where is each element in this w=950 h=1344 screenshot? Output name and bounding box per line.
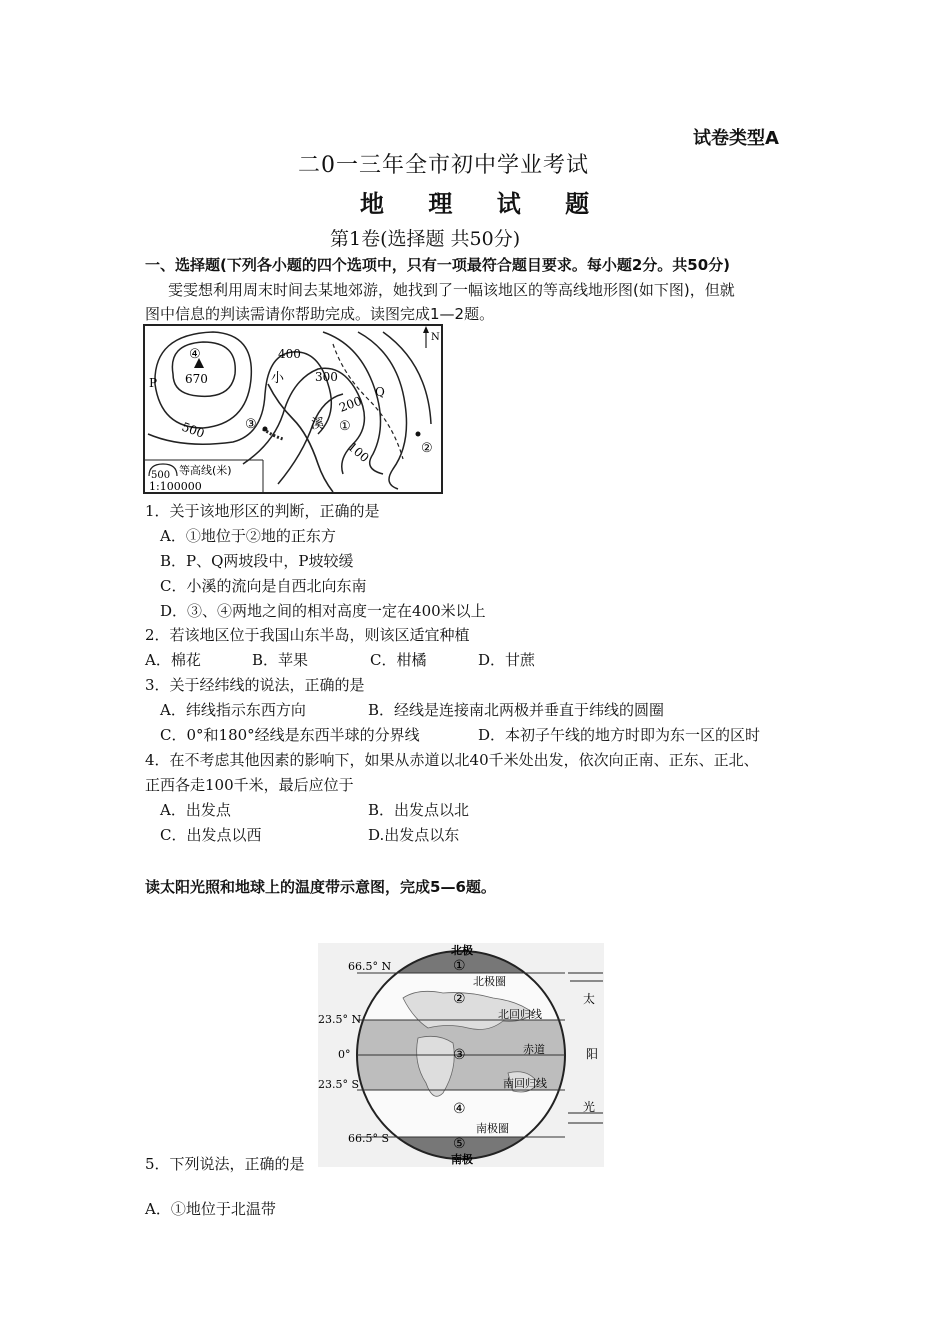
zone-2-label: ② bbox=[453, 991, 466, 1007]
peak-marker: ④ bbox=[189, 347, 201, 362]
zone-3-label: ③ bbox=[453, 1047, 466, 1063]
lat-66-5n-label: 66.5° N bbox=[348, 960, 392, 973]
north-label: N bbox=[431, 332, 440, 343]
q3-option-d: D．本初子午线的地方时即为东一区的区时 bbox=[478, 726, 761, 744]
point-3-dot bbox=[263, 427, 268, 432]
legend-text: 等高线(米) bbox=[179, 464, 232, 477]
intro-line-2: 图中信息的判读需请你帮助完成。读图完成1—2题。 bbox=[145, 305, 495, 323]
point-3-label: ③ bbox=[245, 417, 257, 432]
q2-option-a: A．棉花 bbox=[145, 651, 201, 669]
subject-title: 地 理 试 题 bbox=[360, 190, 608, 218]
point-1-label: ① bbox=[339, 419, 351, 434]
q4-stem: 4．在不考虑其他因素的影响下，如果从赤道以北40千米处出发，依次向正南、正东、正北、 bbox=[145, 751, 759, 769]
lat-23-5s-label: 23.5° S bbox=[318, 1078, 360, 1091]
zone-4-label: ④ bbox=[453, 1101, 466, 1117]
contour-label-500: 500 bbox=[179, 419, 207, 441]
peak-elevation: 670 bbox=[185, 372, 208, 386]
zone-5-label: ⑤ bbox=[453, 1136, 466, 1152]
q1-option-d: D．③、④两地之间的相对高度一定在400米以上 bbox=[160, 602, 486, 620]
point-2-dot bbox=[416, 432, 421, 437]
part-one-instruction: 一、选择题(下列各小题的四个选项中，只有一项最符合题目要求。每小题2分。共50分) bbox=[145, 256, 731, 274]
point-2-label: ② bbox=[421, 441, 433, 456]
exam-title: 二0一三年全市初中学业考试 bbox=[298, 153, 589, 178]
paper-type-label: 试卷类型A bbox=[693, 128, 779, 149]
part-two-instruction: 读太阳光照和地球上的温度带示意图，完成5—6题。 bbox=[145, 878, 496, 896]
q4-option-d: D.出发点以东 bbox=[368, 826, 460, 844]
sunlight-char-3: 光 bbox=[583, 1100, 596, 1114]
contour-label-400: 400 bbox=[278, 347, 301, 361]
map-scale: 1:100000 bbox=[149, 480, 202, 493]
label-p: P bbox=[149, 376, 158, 390]
lat-66-5s-label: 66.5° S bbox=[348, 1132, 390, 1145]
q2-option-c: C．柑橘 bbox=[370, 651, 427, 669]
q1-stem: 1．关于该地形区的判断，正确的是 bbox=[145, 502, 380, 520]
north-pole-label: 北极 bbox=[451, 944, 473, 957]
tropic-cancer-label: 北回归线 bbox=[498, 1008, 542, 1021]
q1-option-a: A．①地位于②地的正东方 bbox=[160, 527, 336, 545]
q1-option-c: C．小溪的流向是自西北向东南 bbox=[160, 577, 367, 595]
antarctic-circle-label: 南极圈 bbox=[476, 1122, 509, 1135]
south-pole-label: 南极 bbox=[451, 1153, 473, 1166]
q2-stem: 2．若该地区位于我国山东半岛，则该区适宜种植 bbox=[145, 626, 470, 644]
q2-option-d: D．甘蔗 bbox=[478, 651, 536, 669]
q4-option-b: B．出发点以北 bbox=[368, 801, 470, 819]
zone-1-label: ① bbox=[453, 958, 466, 974]
label-q: Q bbox=[375, 385, 385, 399]
contour-label-200: 200 bbox=[337, 393, 364, 415]
lat-0-label: 0° bbox=[338, 1048, 351, 1061]
tropic-capricorn-label: 南回归线 bbox=[503, 1077, 547, 1090]
stream-char-2: 溪 bbox=[311, 417, 325, 432]
contour-label-300: 300 bbox=[315, 370, 338, 384]
q3-option-b: B．经线是连接南北两极并垂直于纬线的圆圈 bbox=[368, 701, 665, 719]
q4-stem-cont: 正西各走100千米，最后应位于 bbox=[145, 776, 354, 794]
q4-option-a: A．出发点 bbox=[160, 801, 231, 819]
contour-map-svg bbox=[143, 324, 443, 494]
equator-label: 赤道 bbox=[523, 1043, 545, 1056]
legend-value: 500 bbox=[151, 470, 171, 481]
q3-option-c: C．0°和180°经线是东西半球的分界线 bbox=[160, 726, 420, 744]
q5-option-a: A．①地位于北温带 bbox=[145, 1200, 276, 1218]
q3-option-a: A．纬线指示东西方向 bbox=[160, 701, 306, 719]
q1-option-b: B．P、Q两坡段中，P坡较缓 bbox=[160, 552, 354, 570]
sunlight-char-2: 阳 bbox=[586, 1047, 599, 1061]
q5-stem: 5．下列说法，正确的是 bbox=[145, 1155, 305, 1173]
stream-char-1: 小 bbox=[271, 371, 285, 386]
sunlight-char-1: 太 bbox=[583, 992, 596, 1006]
intro-line-1: 雯雯想利用周末时间去某地郊游，她找到了一幅该地区的等高线地形图(如下图)，但就 bbox=[168, 281, 735, 299]
contour-map bbox=[143, 324, 443, 494]
q3-stem: 3．关于经纬线的说法，正确的是 bbox=[145, 676, 365, 694]
globe-diagram bbox=[318, 943, 604, 1167]
contour-label-100: 100 bbox=[345, 439, 372, 466]
section-title: 第1卷(选择题 共50分) bbox=[330, 228, 521, 250]
globe-diagram-svg bbox=[318, 943, 604, 1167]
lat-23-5n-label: 23.5° N bbox=[318, 1013, 362, 1026]
q4-option-c: C．出发点以西 bbox=[160, 826, 262, 844]
arctic-circle-label: 北极圈 bbox=[473, 975, 506, 988]
q2-option-b: B．苹果 bbox=[252, 651, 309, 669]
